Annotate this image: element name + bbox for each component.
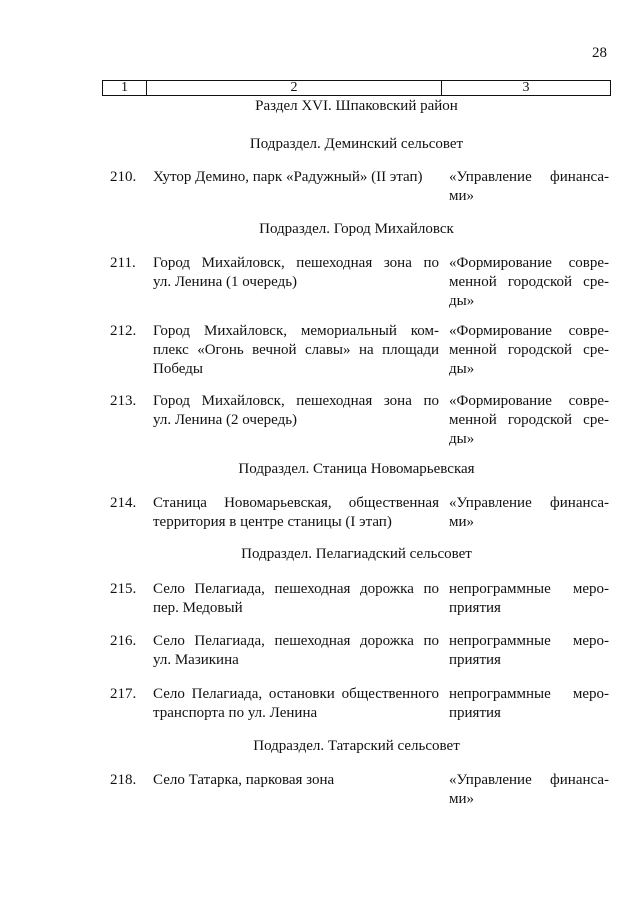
subsection-title: Подраздел. Станица Новомарьевская [238, 461, 475, 477]
program-line: ды» [449, 293, 475, 309]
entry-number: 218. [110, 772, 137, 788]
description-line: плекс «Огонь вечной славы» на площади [153, 342, 439, 358]
subsection-title: Подраздел. Деминский сельсовет [249, 136, 464, 152]
entry-number: 217. [110, 686, 137, 702]
program-line: «Управление финанса- [449, 772, 609, 788]
entry-number: 210. [110, 169, 137, 185]
program-line: «Управление финанса- [449, 169, 609, 185]
entry-program [449, 494, 609, 532]
description-line: Село Пелагиада, пешеходная дорожка по [153, 633, 439, 649]
entry-description [153, 685, 439, 723]
description-line: Станица Новомарьевская, общественная [153, 495, 439, 511]
description-line: Город Михайловск, пешеходная зона по [153, 255, 439, 271]
program-line: приятия [449, 600, 501, 616]
entry-number: 215. [110, 581, 137, 597]
description-line: территория в центре станицы (I этап) [153, 514, 392, 530]
program-line: ми» [449, 791, 475, 807]
program-line: приятия [449, 652, 501, 668]
entry-program [449, 168, 609, 206]
entry-program [449, 392, 609, 449]
entry-program [449, 254, 609, 311]
entry-program [449, 322, 609, 379]
entry-description [153, 494, 439, 532]
program-line: ми» [449, 188, 475, 204]
program-line: «Формирование совре- [449, 393, 609, 409]
column-header-2: 2 [147, 81, 442, 95]
entry-description [153, 392, 439, 430]
description-line: ул. Ленина (1 очередь) [153, 274, 298, 290]
program-line: ми» [449, 514, 475, 530]
program-line: непрограммные меро- [449, 633, 609, 649]
program-line: непрограммные меро- [449, 686, 609, 702]
entry-number: 214. [110, 495, 137, 511]
entry-number: 213. [110, 393, 137, 409]
program-line: менной городской сре- [449, 342, 609, 358]
description-line: Город Михайловск, пешеходная зона по [153, 393, 439, 409]
program-line: «Управление финанса- [449, 495, 609, 511]
description-line: транспорта по ул. Ленина [153, 705, 318, 721]
column-header-row [102, 80, 611, 96]
entry-description [153, 632, 439, 670]
entry-program [449, 685, 609, 723]
program-line: ды» [449, 431, 475, 447]
page-number: 28 [592, 45, 607, 61]
program-line: непрограммные меро- [449, 581, 609, 597]
entry-description [153, 254, 439, 292]
entry-number: 211. [110, 255, 136, 271]
description-line: Село Татарка, парковая зона [153, 772, 335, 788]
entry-number: 212. [110, 323, 137, 339]
section-title: Раздел XVI. Шпаковский район [255, 98, 458, 114]
description-line: ул. Ленина (2 очередь) [153, 412, 298, 428]
entry-program [449, 632, 609, 670]
description-line: ул. Мазикина [153, 652, 239, 668]
entry-program [449, 580, 609, 618]
program-line: менной городской сре- [449, 412, 609, 428]
subsection-title: Подраздел. Татарский сельсовет [253, 738, 460, 754]
description-line: Город Михайловск, мемориальный ком- [153, 323, 439, 339]
program-line: «Формирование совре- [449, 255, 609, 271]
program-line: приятия [449, 705, 501, 721]
description-line: Село Пелагиада, остановки общественного [153, 686, 439, 702]
entry-description [153, 168, 439, 187]
entry-description [153, 322, 439, 379]
description-line: Хутор Демино, парк «Радужный» (II этап) [153, 169, 423, 185]
subsection-title: Подраздел. Город Михайловск [259, 221, 454, 237]
entry-description [153, 580, 439, 618]
program-line: ды» [449, 361, 475, 377]
entry-description [153, 771, 439, 790]
entry-number: 216. [110, 633, 137, 649]
column-header-1: 1 [103, 81, 147, 95]
description-line: Село Пелагиада, пешеходная дорожка по [153, 581, 439, 597]
subsection-title: Подраздел. Пелагиадский сельсовет [241, 546, 472, 562]
column-header-3: 3 [522, 80, 530, 95]
program-line: «Формирование совре- [449, 323, 609, 339]
description-line: пер. Медовый [153, 600, 243, 616]
description-line: Победы [153, 361, 203, 377]
program-line: менной городской сре- [449, 274, 609, 290]
entry-program [449, 771, 609, 809]
